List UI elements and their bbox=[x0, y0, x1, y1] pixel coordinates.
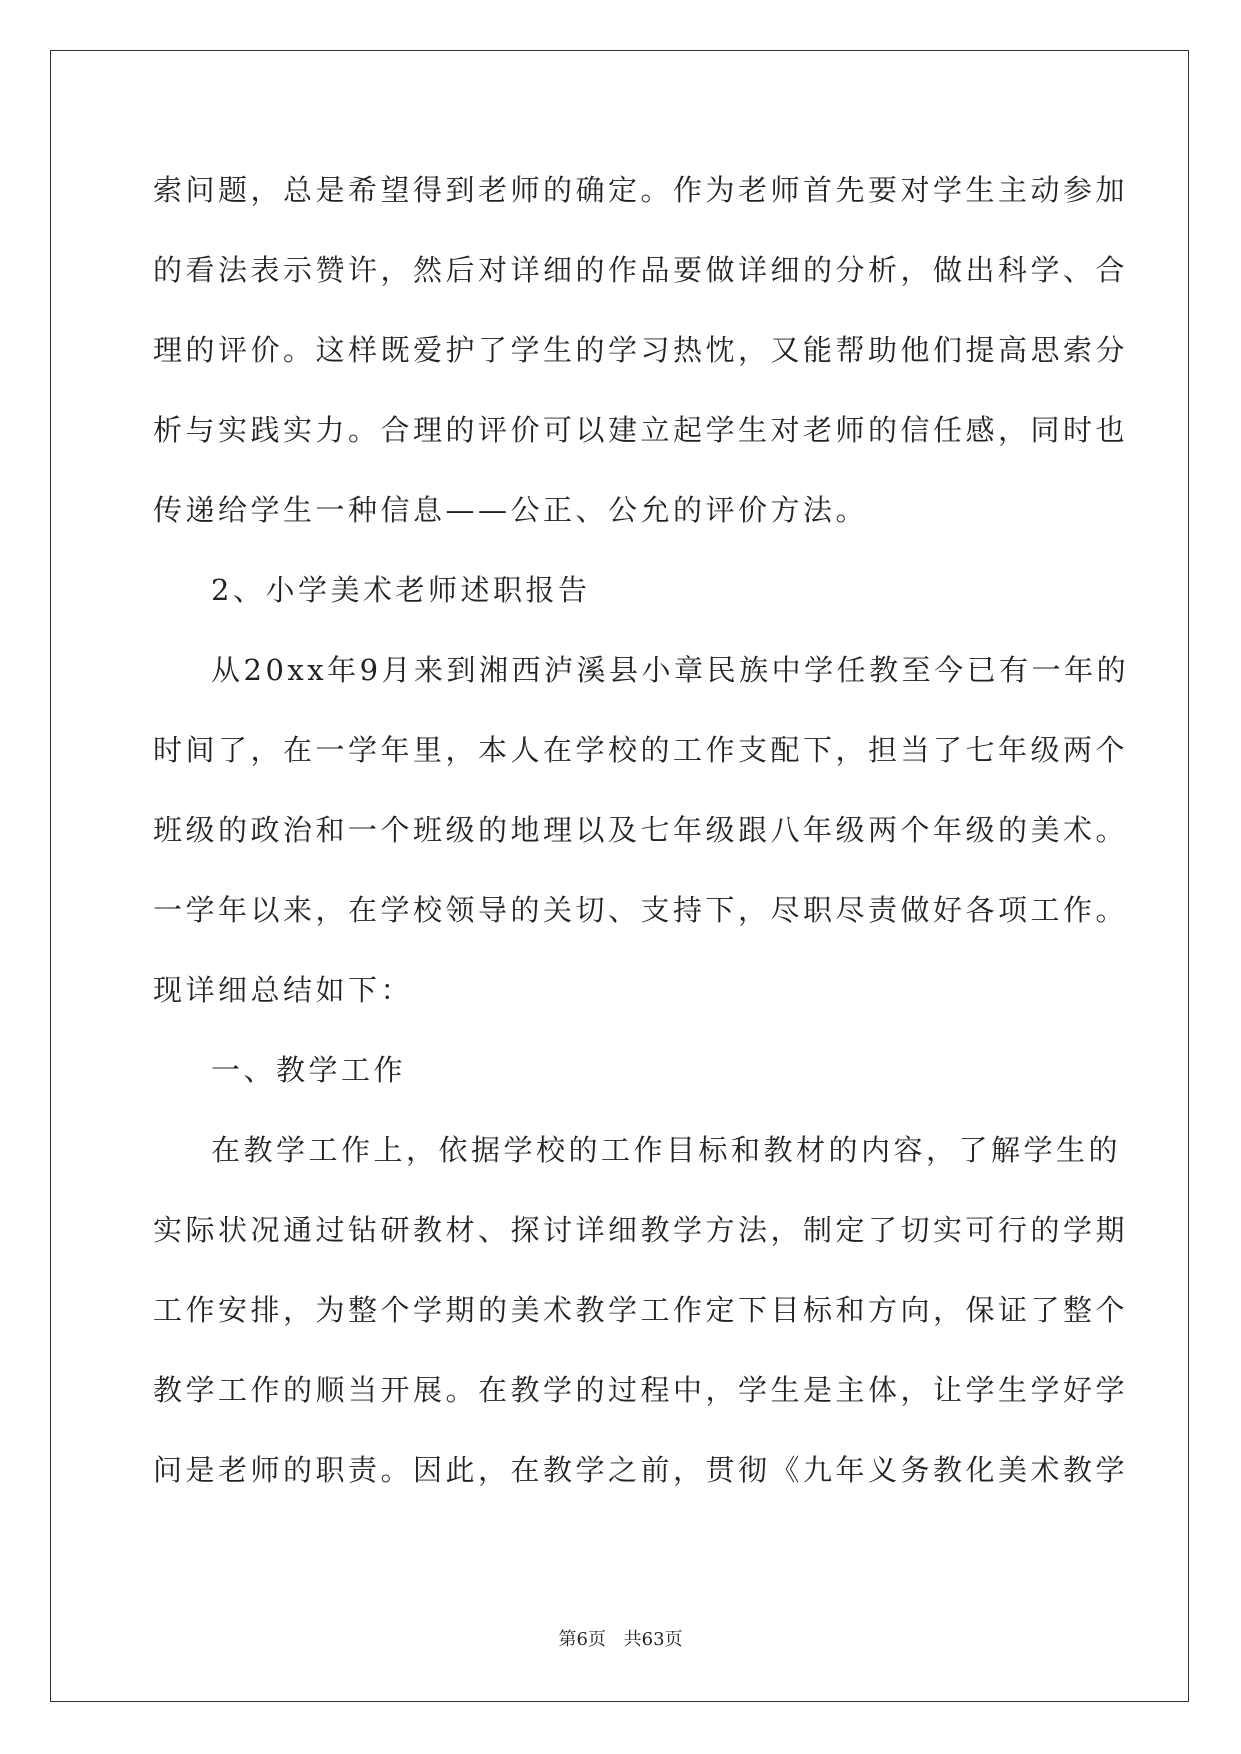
body-text-line: 现详细总结如下： bbox=[153, 973, 414, 1007]
paragraph-first-line: 在教学工作上，依据学校的工作目标和教材的内容，了解学生的 bbox=[211, 1133, 1122, 1167]
body-text-line: 索问题，总是希望得到老师的确定。作为老师首先要对学生主动参加 bbox=[153, 173, 1129, 207]
body-text-line: 问是老师的职责。因此，在教学之前，贯彻《九年义务教化美术教学 bbox=[153, 1453, 1129, 1487]
section-heading: 2、小学美术老师述职报告 bbox=[211, 573, 591, 607]
body-text-line: 教学工作的顺当开展。在教学的过程中，学生是主体，让学生学好学 bbox=[153, 1373, 1129, 1407]
body-text-line: 的看法表示赞许，然后对详细的作品要做详细的分析，做出科学、合 bbox=[153, 253, 1129, 287]
subsection-heading: 一、教学工作 bbox=[211, 1053, 407, 1087]
body-text-line: 理的评价。这样既爱护了学生的学习热忱，又能帮助他们提高思索分 bbox=[153, 333, 1129, 367]
paragraph-first-line: 从20xx年9月来到湘西泸溪县小章民族中学任教至今已有一年的 bbox=[211, 653, 1130, 687]
body-text-line: 时间了，在一学年里，本人在学校的工作支配下，担当了七年级两个 bbox=[153, 733, 1129, 767]
body-text-line: 析与实践实力。合理的评价可以建立起学生对老师的信任感，同时也 bbox=[153, 413, 1129, 447]
body-text-line: 实际状况通过钻研教材、探讨详细教学方法，制定了切实可行的学期 bbox=[153, 1213, 1129, 1247]
page-number: 第6页 bbox=[558, 1629, 606, 1650]
page-footer bbox=[0, 1628, 1241, 1652]
body-text-line: 一学年以来，在学校领导的关切、支持下，尽职尽责做好各项工作。 bbox=[153, 893, 1129, 927]
body-text-line: 班级的政治和一个班级的地理以及七年级跟八年级两个年级的美术。 bbox=[153, 813, 1129, 847]
body-text-line: 传递给学生一种信息——公正、公允的评价方法。 bbox=[153, 493, 869, 527]
page-total: 共63页 bbox=[623, 1629, 683, 1650]
body-text-line: 工作安排，为整个学期的美术教学工作定下目标和方向，保证了整个 bbox=[153, 1293, 1129, 1327]
